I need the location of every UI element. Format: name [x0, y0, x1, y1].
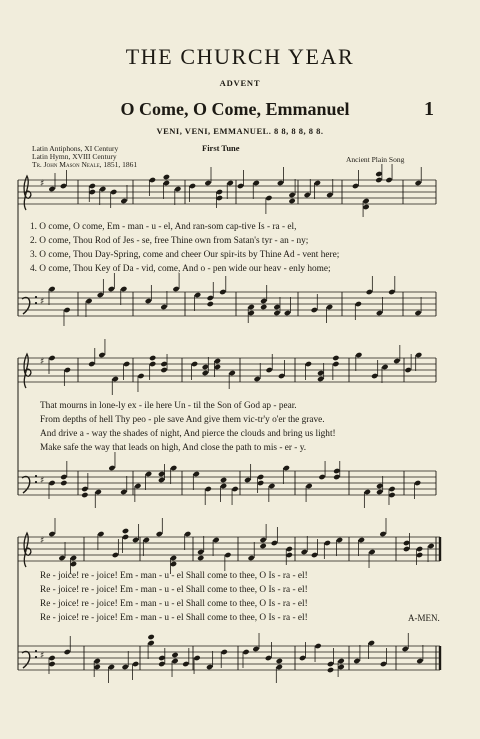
note-head — [311, 552, 318, 558]
sharp-sign: ♯ — [40, 476, 45, 486]
note-head — [194, 292, 201, 298]
note-head — [376, 310, 383, 316]
note-head — [414, 310, 421, 316]
note-head — [191, 361, 198, 367]
note-head — [253, 180, 260, 186]
note-head — [324, 540, 331, 546]
note-head — [416, 658, 423, 664]
note-head — [85, 298, 92, 304]
note-head — [304, 192, 311, 198]
note-head — [353, 658, 360, 664]
note-head — [134, 483, 141, 489]
note-head — [244, 477, 251, 483]
bass-clef-dot — [35, 475, 37, 477]
note-head — [48, 531, 55, 537]
note-head — [402, 646, 409, 652]
note-head — [257, 480, 264, 486]
note-head — [376, 489, 383, 495]
note-head — [337, 658, 344, 664]
note-head — [259, 543, 266, 549]
bass-clef-dot — [35, 302, 37, 304]
bass-clef-dot — [35, 296, 37, 298]
note-head — [171, 658, 178, 664]
lyric-line: 3. O come, Thou Day-Spring, come and cheer Our spir-its by Thine Ad - vent here; — [30, 250, 340, 260]
note-head — [252, 646, 259, 652]
treble-clef — [24, 354, 31, 388]
note-head — [355, 352, 362, 358]
sharp-sign: ♯ — [40, 357, 45, 367]
note-head — [366, 289, 373, 295]
note-head — [174, 186, 181, 192]
note-head — [98, 352, 105, 358]
note-head — [248, 555, 255, 561]
note-head — [48, 286, 55, 292]
lyric-line: Re - joice! re - joice! Em - man - u - el Shall come to thee, O Is - ra - el! — [40, 599, 308, 609]
note-head — [60, 480, 67, 486]
note-head — [260, 304, 267, 310]
credit-line: Latin Hymn, XVIII Century — [32, 152, 117, 161]
note-head — [64, 649, 71, 655]
note-head — [193, 471, 200, 477]
note-head — [145, 471, 152, 477]
note-head — [120, 489, 127, 495]
note-head — [202, 364, 209, 370]
note-head — [368, 640, 375, 646]
note-head — [64, 367, 71, 373]
note-head — [137, 373, 144, 379]
note-head — [145, 298, 152, 304]
note-head — [355, 301, 362, 307]
note-head — [276, 664, 283, 670]
note-head — [89, 183, 96, 189]
note-head — [376, 483, 383, 489]
note-head — [205, 486, 212, 492]
bass-clef — [22, 476, 30, 493]
note-head — [97, 531, 104, 537]
note-head — [265, 195, 272, 201]
note-head — [337, 664, 344, 670]
note-head — [93, 664, 100, 670]
note-head — [286, 552, 293, 558]
note-head — [219, 289, 226, 295]
note-head — [317, 376, 324, 382]
note-head — [388, 289, 395, 295]
note-head — [212, 537, 219, 543]
note-head — [216, 195, 223, 201]
note-head — [48, 661, 55, 667]
note-head — [60, 474, 67, 480]
note-head — [362, 198, 369, 204]
note-head — [160, 304, 167, 310]
note-head — [206, 664, 213, 670]
note-head — [143, 537, 150, 543]
note-head — [163, 180, 170, 186]
note-head — [231, 486, 238, 492]
note-head — [305, 483, 312, 489]
note-head — [332, 355, 339, 361]
note-head — [276, 658, 283, 664]
bass-clef — [22, 651, 30, 668]
note-head — [123, 361, 130, 367]
note-head — [224, 552, 231, 558]
note-head — [220, 483, 227, 489]
note-head — [327, 661, 334, 667]
note-head — [317, 370, 324, 376]
note-head — [204, 180, 211, 186]
note-head — [393, 358, 400, 364]
note-head — [237, 183, 244, 189]
note-head — [108, 664, 115, 670]
note-head — [227, 180, 234, 186]
note-head — [147, 634, 154, 640]
note-head — [242, 649, 249, 655]
note-head — [97, 292, 104, 298]
note-head — [48, 186, 55, 192]
sharp-sign: ♯ — [40, 536, 45, 546]
note-head — [326, 192, 333, 198]
lyric-line: 4. O come, Thou Key of Da - vid, come, And o - pen wide our heav - enly home; — [30, 264, 331, 274]
note-head — [112, 552, 119, 558]
note-head — [277, 180, 284, 186]
bass-clef-dot — [35, 656, 37, 658]
note-head — [220, 477, 227, 483]
note-head — [95, 489, 102, 495]
note-head — [414, 480, 421, 486]
note-head — [149, 177, 156, 183]
note-head — [268, 483, 275, 489]
note-head — [364, 489, 371, 495]
note-head — [170, 465, 177, 471]
note-head — [88, 361, 95, 367]
note-head — [314, 643, 321, 649]
note-head — [248, 310, 255, 316]
note-head — [81, 492, 88, 498]
note-head — [271, 540, 278, 546]
note-head — [120, 286, 127, 292]
sharp-sign: ♯ — [40, 651, 45, 661]
note-head — [375, 177, 382, 183]
note-head — [207, 301, 214, 307]
note-head — [403, 546, 410, 552]
note-head — [158, 655, 165, 661]
note-head — [358, 537, 365, 543]
amen-label: A-MEN. — [408, 613, 440, 623]
note-head — [122, 528, 129, 534]
note-head — [286, 546, 293, 552]
note-head — [172, 286, 179, 292]
note-head — [301, 549, 308, 555]
note-head — [110, 189, 117, 195]
note-head — [259, 537, 266, 543]
note-head — [266, 367, 273, 373]
note-head — [371, 373, 378, 379]
note-head — [333, 474, 340, 480]
note-head — [283, 465, 290, 471]
note-head — [147, 640, 154, 646]
note-head — [416, 546, 423, 552]
note-head — [48, 480, 55, 486]
note-head — [385, 177, 392, 183]
note-head — [70, 561, 77, 567]
note-head — [427, 543, 434, 549]
note-head — [257, 474, 264, 480]
credit-line: Tr. John Mason Neale, 1851, 1861 — [32, 160, 138, 169]
music-source: Ancient Plain Song — [346, 155, 405, 164]
note-head — [273, 304, 280, 310]
note-head — [214, 364, 221, 370]
bass-clef-dot — [35, 481, 37, 483]
note-head — [93, 658, 100, 664]
note-head — [273, 310, 280, 316]
note-head — [336, 537, 343, 543]
note-head — [112, 376, 119, 382]
note-head — [122, 534, 129, 540]
note-head — [404, 367, 411, 373]
lyric-line: Re - joice! re - joice! Em - man - u - el Shall come to thee, O Is - ra - el! — [40, 613, 308, 623]
note-head — [158, 471, 165, 477]
note-head — [388, 486, 395, 492]
lyric-line: Make safe the way that leads on high, And close the path to mis - er - y. — [40, 443, 307, 453]
note-head — [326, 304, 333, 310]
note-head — [171, 652, 178, 658]
note-head — [248, 304, 255, 310]
note-head — [352, 183, 359, 189]
credit-line: Latin Antiphons, XI Century — [32, 144, 119, 153]
tune-name: VENI, VENI, EMMANUEL. 8 8, 8 8, 8 8. — [156, 126, 324, 136]
sharp-sign: ♯ — [40, 179, 45, 189]
bass-clef-dot — [35, 650, 37, 652]
note-head — [163, 174, 170, 180]
hymn-title: O Come, O Come, Emmanuel — [120, 99, 350, 119]
note-head — [99, 186, 106, 192]
note-head — [254, 376, 261, 382]
note-head — [63, 307, 70, 313]
lyric-line: From depths of hell Thy peo - ple save And give them vic-tr'y o'er the grave. — [40, 415, 325, 425]
note-head — [415, 180, 422, 186]
first-tune-label: First Tune — [202, 143, 240, 153]
note-head — [89, 189, 96, 195]
note-head — [278, 373, 285, 379]
note-head — [332, 361, 339, 367]
note-head — [381, 364, 388, 370]
note-head — [284, 310, 291, 316]
note-head — [265, 655, 272, 661]
note-head — [81, 486, 88, 492]
note-head — [388, 492, 395, 498]
note-head — [403, 540, 410, 546]
lyric-line: Re - joice! re - joice! Em - man - u - el Shall come to thee, O Is - ra - el! — [40, 571, 308, 581]
note-head — [158, 477, 165, 483]
note-head — [379, 531, 386, 537]
note-head — [299, 655, 306, 661]
note-head — [333, 468, 340, 474]
note-head — [311, 307, 318, 313]
lyric-line: 1. O come, O come, Em - man - u - el, And ran-som cap-tive Is - ra - el, — [30, 222, 297, 232]
note-head — [160, 361, 167, 367]
note-head — [362, 204, 369, 210]
note-head — [327, 667, 334, 673]
note-head — [375, 171, 382, 177]
note-head — [197, 549, 204, 555]
lyric-line: That mourns in lone-ly ex - ile here Un - til the Son of God ap - pear. — [40, 401, 297, 411]
note-head — [58, 555, 65, 561]
section-heading: ADVENT — [219, 78, 261, 88]
note-head — [380, 661, 387, 667]
note-head — [207, 295, 214, 301]
note-head — [156, 531, 163, 537]
note-head — [216, 189, 223, 195]
note-head — [160, 367, 167, 373]
note-head — [228, 370, 235, 376]
note-head — [415, 352, 422, 358]
note-head — [193, 655, 200, 661]
treble-clef — [24, 533, 31, 567]
hymn-number: 1 — [424, 98, 434, 120]
lyric-line: Re - joice! re - joice! Em - man - u - el Shall come to thee, O Is - ra - el! — [40, 585, 308, 595]
note-head — [214, 358, 221, 364]
note-head — [182, 661, 189, 667]
note-head — [108, 286, 115, 292]
note-head — [197, 555, 204, 561]
note-head — [158, 661, 165, 667]
note-head — [288, 198, 295, 204]
note-head — [70, 555, 77, 561]
note-head — [170, 555, 177, 561]
note-head — [318, 474, 325, 480]
note-head — [184, 531, 191, 537]
note-head — [132, 661, 139, 667]
note-head — [149, 355, 156, 361]
note-head — [132, 537, 139, 543]
note-head — [368, 549, 375, 555]
lyric-line: And drive a - way the shades of night, And pierce the clouds and bring us light! — [40, 429, 336, 439]
note-head — [122, 664, 129, 670]
note-head — [314, 180, 321, 186]
treble-clef — [24, 176, 31, 210]
note-head — [108, 465, 115, 471]
note-head — [48, 355, 55, 361]
page-title: THE CHURCH YEAR — [125, 44, 355, 69]
note-head — [221, 649, 228, 655]
sharp-sign: ♯ — [40, 297, 45, 307]
note-head — [60, 183, 67, 189]
note-head — [260, 298, 267, 304]
note-head — [305, 361, 312, 367]
bass-clef — [22, 297, 30, 314]
note-head — [48, 655, 55, 661]
note-head — [202, 370, 209, 376]
note-head — [288, 192, 295, 198]
note-head — [120, 198, 127, 204]
note-head — [416, 552, 423, 558]
lyric-line: 2. O come, Thou Rod of Jes - se, free Thine own from Satan's tyr - an - ny; — [30, 236, 309, 246]
note-head — [189, 183, 196, 189]
note-head — [149, 361, 156, 367]
note-head — [170, 561, 177, 567]
